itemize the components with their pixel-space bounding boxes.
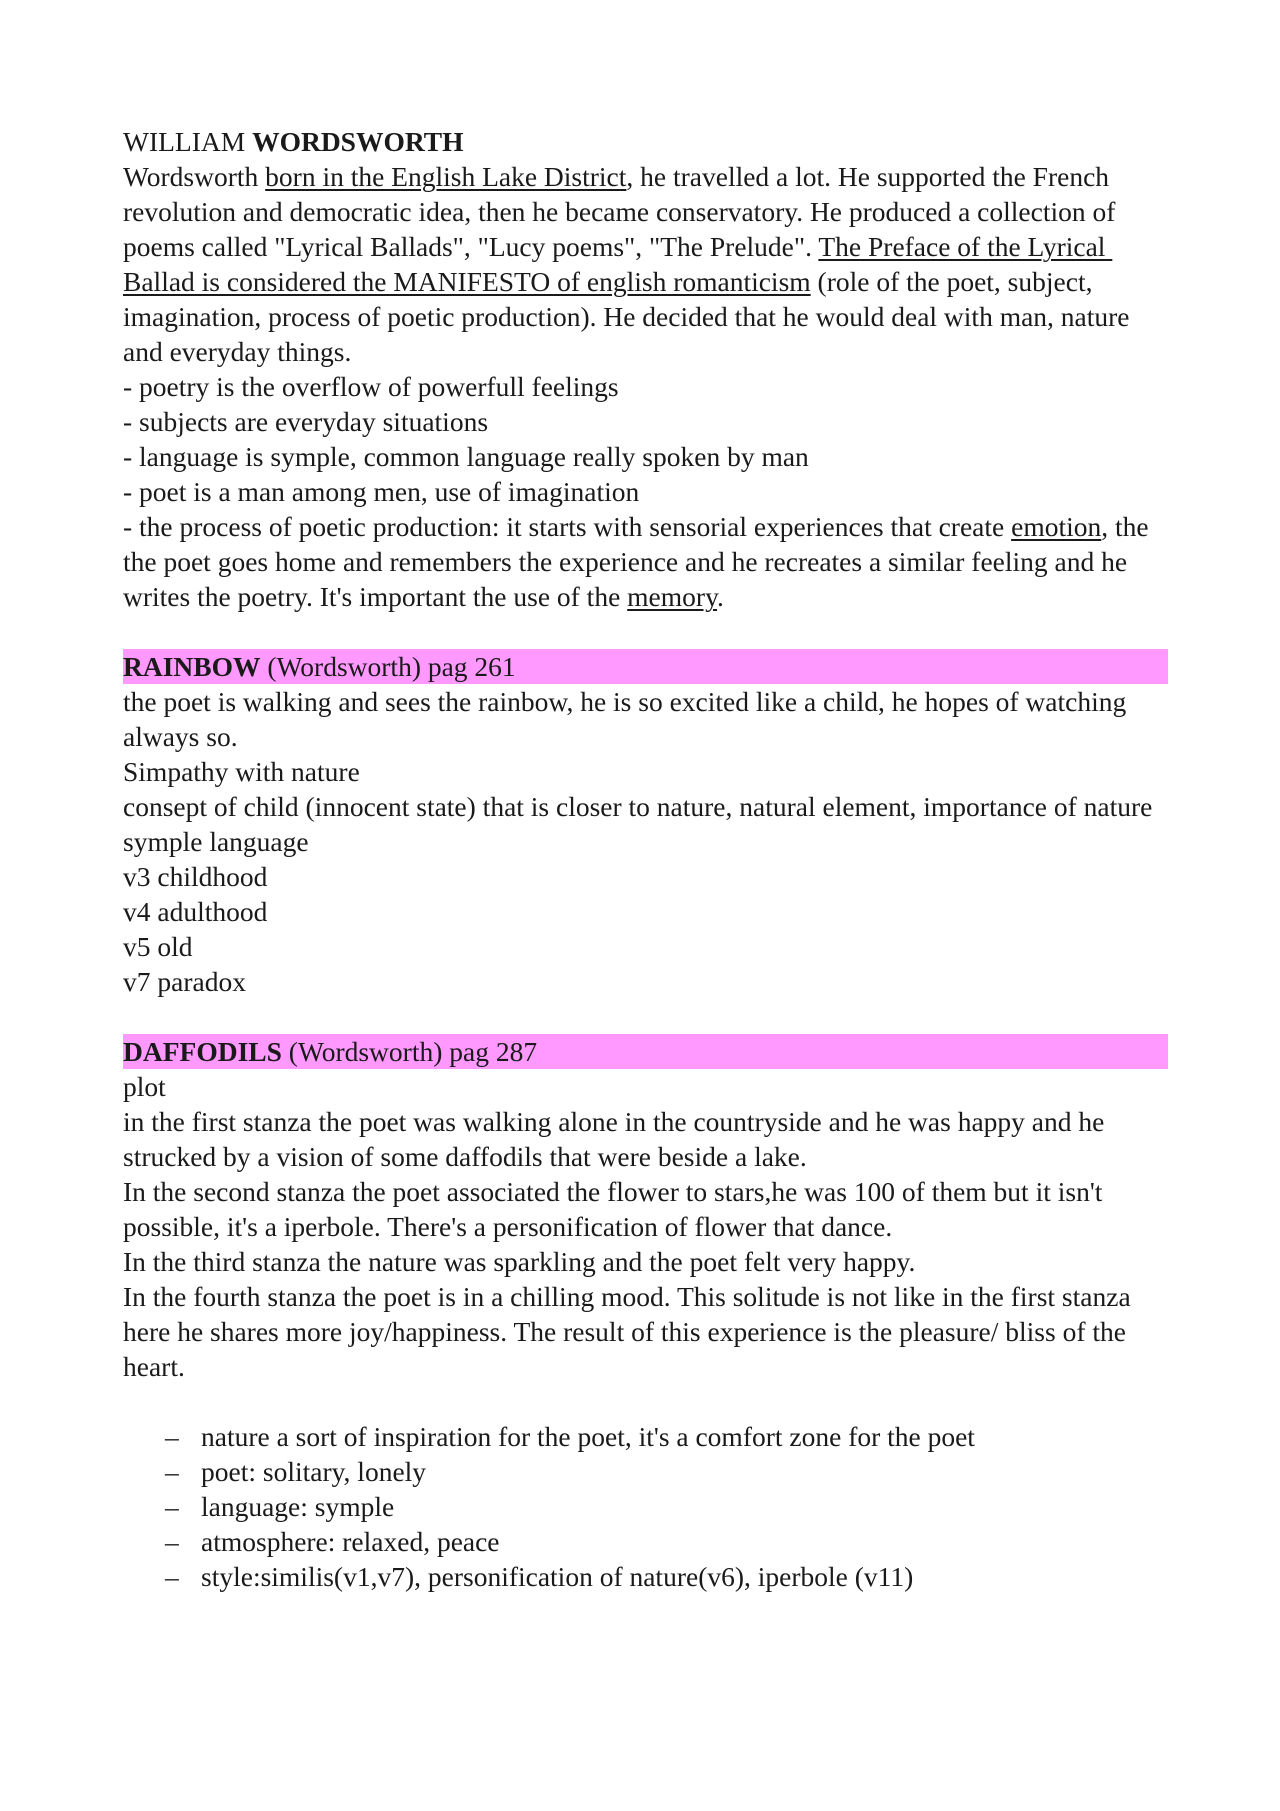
rainbow-line: symple language bbox=[123, 826, 309, 857]
intro-text-3: (role of the poet, subject, imagination, process of poetic production). He decided that he would deal with man, nature and everyday things. bbox=[123, 266, 1137, 367]
intro-point: - subjects are everyday situations bbox=[123, 406, 489, 437]
spacer bbox=[123, 999, 1160, 1034]
rainbow-line: v7 paradox bbox=[123, 966, 246, 997]
intro-paragraph bbox=[123, 159, 1160, 369]
title-bold: WORDSWORTH bbox=[252, 126, 464, 157]
rainbow-title-rest: (Wordsworth) pag 261 bbox=[260, 651, 516, 682]
intro-point: - poetry is the overflow of powerfull feelings bbox=[123, 371, 619, 402]
rainbow-line: v3 childhood bbox=[123, 861, 268, 892]
daffodils-line: In the third stanza the nature was sparkling and the poet felt very happy. bbox=[123, 1246, 916, 1277]
emotion-underline: emotion bbox=[1011, 511, 1102, 542]
daffodils-title-bold: DAFFODILS bbox=[123, 1036, 282, 1067]
process-text-b: , the the poet goes home and remembers the experience and he recreates a similar feeling and he writes the poetry. It's important the use of the bbox=[123, 511, 1156, 612]
daffodils-line: In the fourth stanza the poet is in a chilling mood. This solitude is not like in the first stanza here he shares more joy/happiness. The result of this experience is the pleasure/ bliss of the heart. bbox=[123, 1281, 1138, 1382]
rainbow-line: v4 adulthood bbox=[123, 896, 268, 927]
rainbow-line: Simpathy with nature bbox=[123, 756, 360, 787]
daffodils-line: in the first stanza the poet was walking alone in the countryside and he was happy and he strucked by a vision of some daffodils that were beside a lake. bbox=[123, 1106, 1112, 1172]
memory-underline: memory bbox=[627, 581, 718, 612]
intro-text-1: Wordsworth bbox=[123, 161, 266, 192]
rainbow-heading bbox=[123, 649, 1168, 684]
intro-text-2: , he travelled a lot. He supported the French revolution and democratic idea, then he became conservatory. He produced a collection of poems called "Lyrical Ballads", "Lucy poems", "The Prelude". bbox=[123, 161, 1123, 262]
spacer bbox=[123, 614, 1160, 649]
rainbow-title-bold: RAINBOW bbox=[123, 651, 261, 682]
daffodils-bullet-list bbox=[123, 1419, 1160, 1594]
process-text-a: - the process of poetic production: it starts with sensorial experiences that create bbox=[123, 511, 1012, 542]
process-paragraph bbox=[123, 509, 1160, 614]
daffodils-heading bbox=[123, 1034, 1168, 1069]
list-item: – atmosphere: relaxed, peace bbox=[165, 1524, 1160, 1559]
intro-point: - language is symple, common language really spoken by man bbox=[123, 441, 809, 472]
list-item: – style:similis(v1,v7), personification of nature(v6), iperbole (v11) bbox=[165, 1559, 1160, 1594]
daffodils-title-rest: (Wordsworth) pag 287 bbox=[281, 1036, 538, 1067]
intro-underline-2: The Preface of the Lyrical Ballad is considered the MANIFESTO of english romanticism bbox=[123, 231, 1113, 297]
process-text-c: . bbox=[717, 581, 724, 612]
daffodils-line: In the second stanza the poet associated the flower to stars,he was 100 of them but it isn't possible, it's a iperbole. There's a personification of flower that dance. bbox=[123, 1176, 1110, 1242]
list-item: – poet: solitary, lonely bbox=[165, 1454, 1160, 1489]
daffodils-line: plot bbox=[123, 1071, 166, 1102]
title-plain: WILLIAM bbox=[123, 126, 253, 157]
intro-point: - poet is a man among men, use of imagination bbox=[123, 476, 640, 507]
intro-underline-1: born in the English Lake District bbox=[265, 161, 627, 192]
spacer bbox=[123, 1384, 1160, 1419]
rainbow-line: v5 old bbox=[123, 931, 193, 962]
rainbow-line: the poet is walking and sees the rainbow, he is so excited like a child, he hopes of watching always so. bbox=[123, 686, 1134, 752]
list-item: – language: symple bbox=[165, 1489, 1160, 1524]
rainbow-line: consept of child (innocent state) that is closer to nature, natural element, importance of nature bbox=[123, 791, 1153, 822]
list-item: – nature a sort of inspiration for the poet, it's a comfort zone for the poet bbox=[165, 1419, 1160, 1454]
title bbox=[123, 124, 1160, 159]
